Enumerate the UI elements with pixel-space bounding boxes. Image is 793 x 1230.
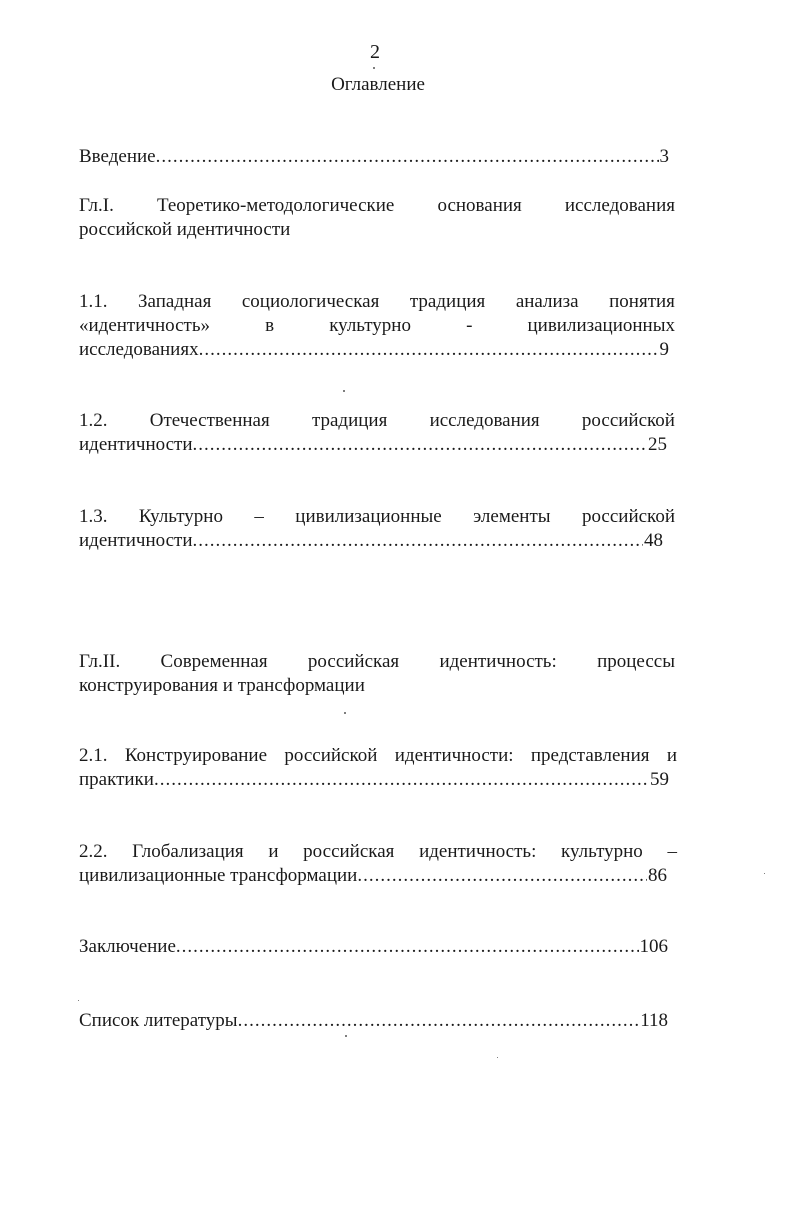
toc-label-line-2: практики: [79, 769, 154, 790]
scan-speck: [344, 712, 346, 714]
page-number: 2: [370, 41, 380, 63]
dot-leader: [176, 935, 639, 959]
toc-label-line-2: конструирования и трансформации: [79, 675, 365, 696]
toc-page-number: 106: [639, 936, 668, 957]
toc-entry-conclusion[interactable]: [79, 935, 668, 959]
toc-label-line-1: 1.1. Западная социологическая традиция анализа понятия: [79, 291, 675, 312]
toc-label-line-1: 1.2. Отечественная традиция исследования российской: [79, 410, 675, 431]
toc-label: Список литературы: [79, 1010, 238, 1031]
toc-label-line-1: Гл.II. Современная российская идентичность: процессы: [79, 651, 675, 672]
dot-leader: [156, 145, 659, 169]
scan-speck: [345, 1035, 347, 1037]
toc-label-line-2: идентичности: [79, 530, 193, 551]
toc-page-number: 9: [659, 339, 669, 360]
toc-entry-chapter-1[interactable]: [79, 194, 675, 242]
toc-entry-section-2-1[interactable]: [79, 744, 677, 792]
dot-leader: [193, 433, 647, 457]
toc-label-line-2: цивилизационные трансформации: [79, 865, 358, 886]
toc-entry-section-1-3[interactable]: [79, 505, 675, 553]
scan-speck: [497, 1057, 498, 1058]
dot-leader: [199, 338, 659, 362]
toc-page-number: 59: [650, 769, 669, 790]
dot-leader: [193, 529, 643, 553]
scan-speck: [78, 1000, 79, 1001]
toc-page-number: 118: [640, 1010, 668, 1031]
toc-entry-section-1-1[interactable]: [79, 290, 675, 362]
toc-page-number: 25: [648, 434, 667, 455]
toc-entry-section-2-2[interactable]: [79, 840, 677, 888]
page-title: Оглавление: [331, 74, 425, 95]
toc-label-line-1: 2.1. Конструирование российской идентичности: представления и: [79, 745, 677, 766]
dot-leader: [154, 768, 649, 792]
toc-label-line-2: идентичности: [79, 434, 193, 455]
toc-page-number: 48: [644, 530, 663, 551]
toc-page-number: 86: [648, 865, 667, 886]
toc-entry-section-1-2[interactable]: [79, 409, 675, 457]
toc-label-line-3: исследованиях: [79, 339, 199, 360]
toc-label: Заключение: [79, 936, 176, 957]
toc-entry-bibliography[interactable]: [79, 1009, 668, 1033]
toc-label-line-1: 1.3. Культурно – цивилизационные элементы российской: [79, 506, 675, 527]
toc-label-line-2: российской идентичности: [79, 219, 291, 240]
scan-speck: [373, 67, 375, 69]
toc-label: Введение: [79, 146, 156, 167]
toc-label-line-1: Гл.I. Теоретико-методологические основания исследования: [79, 195, 675, 216]
scan-speck: [764, 873, 765, 874]
toc-label-line-2: «идентичность» в культурно - цивилизационных: [79, 315, 675, 336]
toc-page-number: 3: [659, 146, 669, 167]
toc-entry-chapter-2[interactable]: [79, 650, 675, 698]
scan-speck: [343, 390, 345, 392]
dot-leader: [357, 864, 647, 888]
toc-entry-intro[interactable]: [79, 145, 669, 169]
dot-leader: [238, 1009, 640, 1033]
toc-label-line-1: 2.2. Глобализация и российская идентичность: культурно –: [79, 841, 677, 862]
